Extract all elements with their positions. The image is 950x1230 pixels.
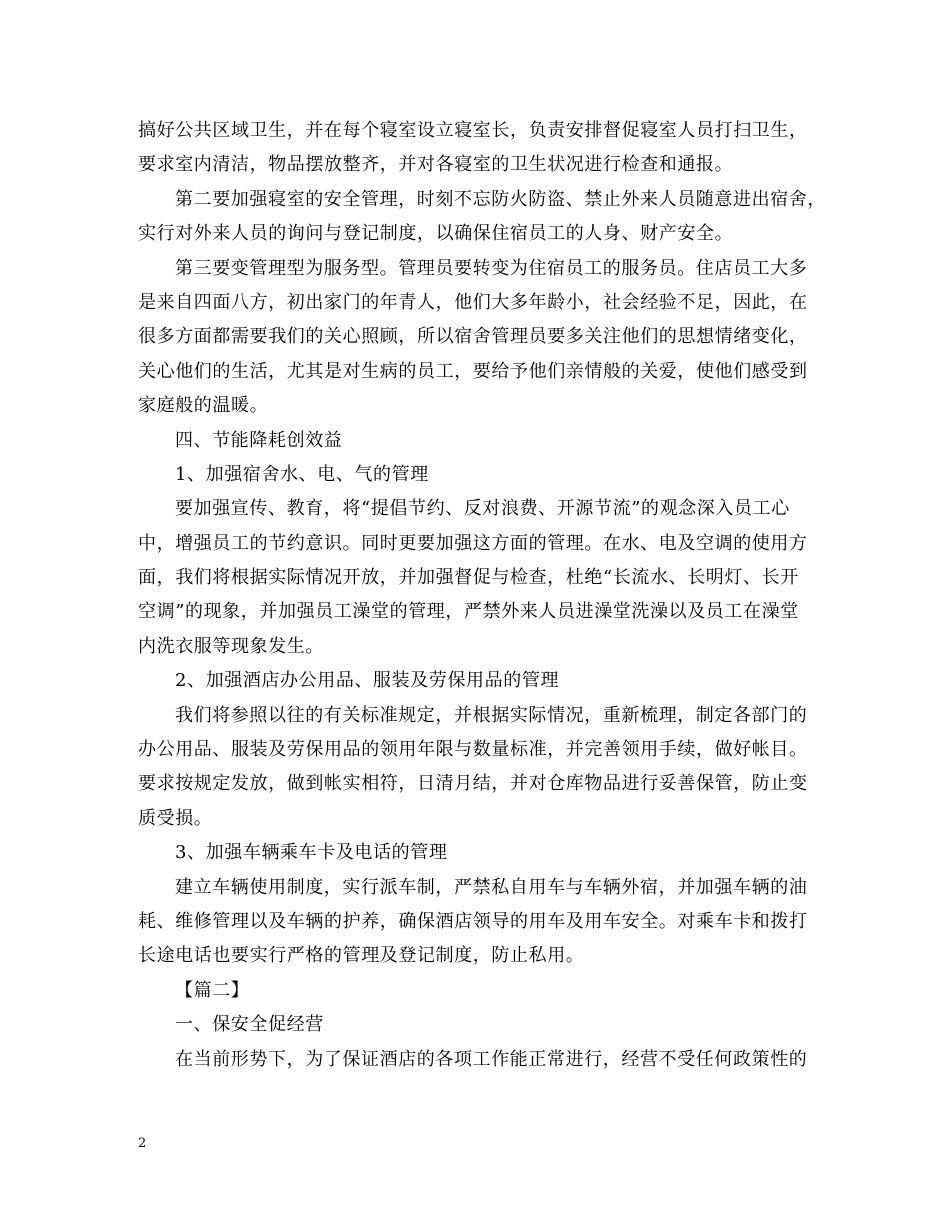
paragraph — [138, 974, 838, 1008]
text-line: 搞好公共区域卫生，并在每个寝室设立寝室长，负责安排督促寝室人员打扫卫生， — [138, 120, 808, 141]
paragraph — [138, 1043, 838, 1077]
document-body — [138, 114, 838, 1077]
text-line: 空调”的现象，并加强员工澡堂的管理，严禁外来人员进澡堂洗澡以及员工在澡堂 — [138, 601, 799, 623]
paragraph — [138, 458, 838, 492]
paragraph — [138, 664, 838, 698]
text-line: 实行对外来人员的询问与登记制度，以确保住宿员工的人身、财产安全。 — [138, 223, 734, 245]
page-number: 2 — [138, 1136, 147, 1151]
paragraph — [138, 1008, 838, 1042]
paragraph — [138, 252, 838, 424]
paragraph — [138, 492, 838, 664]
text-line: 办公用品、服装及劳保用品的领用年限与数量标准，并完善领用手续，做好帐目。 — [138, 739, 808, 761]
text-line: 长途电话也要实行严格的管理及登记制度，防止私用。 — [138, 945, 585, 967]
paragraph — [138, 699, 838, 837]
text-line: 第三要变管理型为服务型。管理员要转变为住宿员工的服务员。住店员工大多 — [175, 257, 808, 279]
text-line: 在当前形势下，为了保证酒店的各项工作能正常进行，经营不受任何政策性的 — [175, 1048, 808, 1070]
text-line: 建立车辆使用制度，实行派车制，严禁私自用车与车辆外宿，并加强车辆的油 — [175, 876, 808, 898]
text-line: 耗、维修管理以及车辆的护养，确保酒店领导的用车及用车安全。对乘车卡和拨打 — [138, 910, 808, 932]
paragraph — [138, 114, 838, 183]
text-line: 2、加强酒店办公用品、服装及劳保用品的管理 — [175, 670, 560, 692]
text-line: 3、加强车辆乘车卡及电话的管理 — [175, 842, 448, 864]
text-line: 要求按规定发放，做到帐实相符，日清月结，并对仓库物品进行妥善保管，防止变 — [138, 773, 808, 795]
paragraph — [138, 183, 838, 252]
text-line: 关心他们的生活，尤其是对生病的员工，要给予他们亲情般的关爱，使他们感受到 — [138, 360, 808, 382]
text-line: 【篇二】 — [175, 979, 250, 1001]
text-line: 1、加强宿舍水、电、气的管理 — [175, 463, 429, 485]
text-line: 中，增强员工的节约意识。同时更要加强这方面的管理。在水、电及空调的使用方 — [138, 532, 808, 554]
text-line: 很多方面都需要我们的关心照顾，所以宿舍管理员要多关注他们的思想情绪变化， — [138, 326, 808, 348]
text-line: 要加强宣传、教育，将“提倡节约、反对浪费、开源节流”的观念深入员工心 — [175, 498, 790, 520]
text-line: 四、节能降耗创效益 — [175, 429, 343, 451]
text-line: 是来自四面八方，初出家门的年青人，他们大多年龄小，社会经验不足，因此，在 — [138, 291, 808, 313]
text-line: 内洗衣服等现象发生。 — [138, 635, 324, 657]
text-line: 第二要加强寝室的安全管理，时刻不忘防火防盗、禁止外来人员随意进出宿舍， — [175, 188, 826, 210]
text-line: 面，我们将根据实际情况开放，并加强督促与检查，杜绝“长流水、长明灯、长开 — [138, 567, 799, 589]
paragraph — [138, 836, 838, 870]
text-line: 家庭般的温暖。 — [138, 395, 269, 417]
text-line: 一、保安全促经营 — [175, 1014, 324, 1036]
paragraph — [138, 424, 838, 458]
text-line: 质受损。 — [138, 807, 213, 829]
text-line: 要求室内清洁，物品摆放整齐，并对各寝室的卫生状况进行检查和通报。 — [138, 154, 734, 176]
paragraph — [138, 871, 838, 974]
text-line: 我们将参照以往的有关标准规定，并根据实际情况，重新梳理，制定各部门的 — [175, 704, 808, 726]
